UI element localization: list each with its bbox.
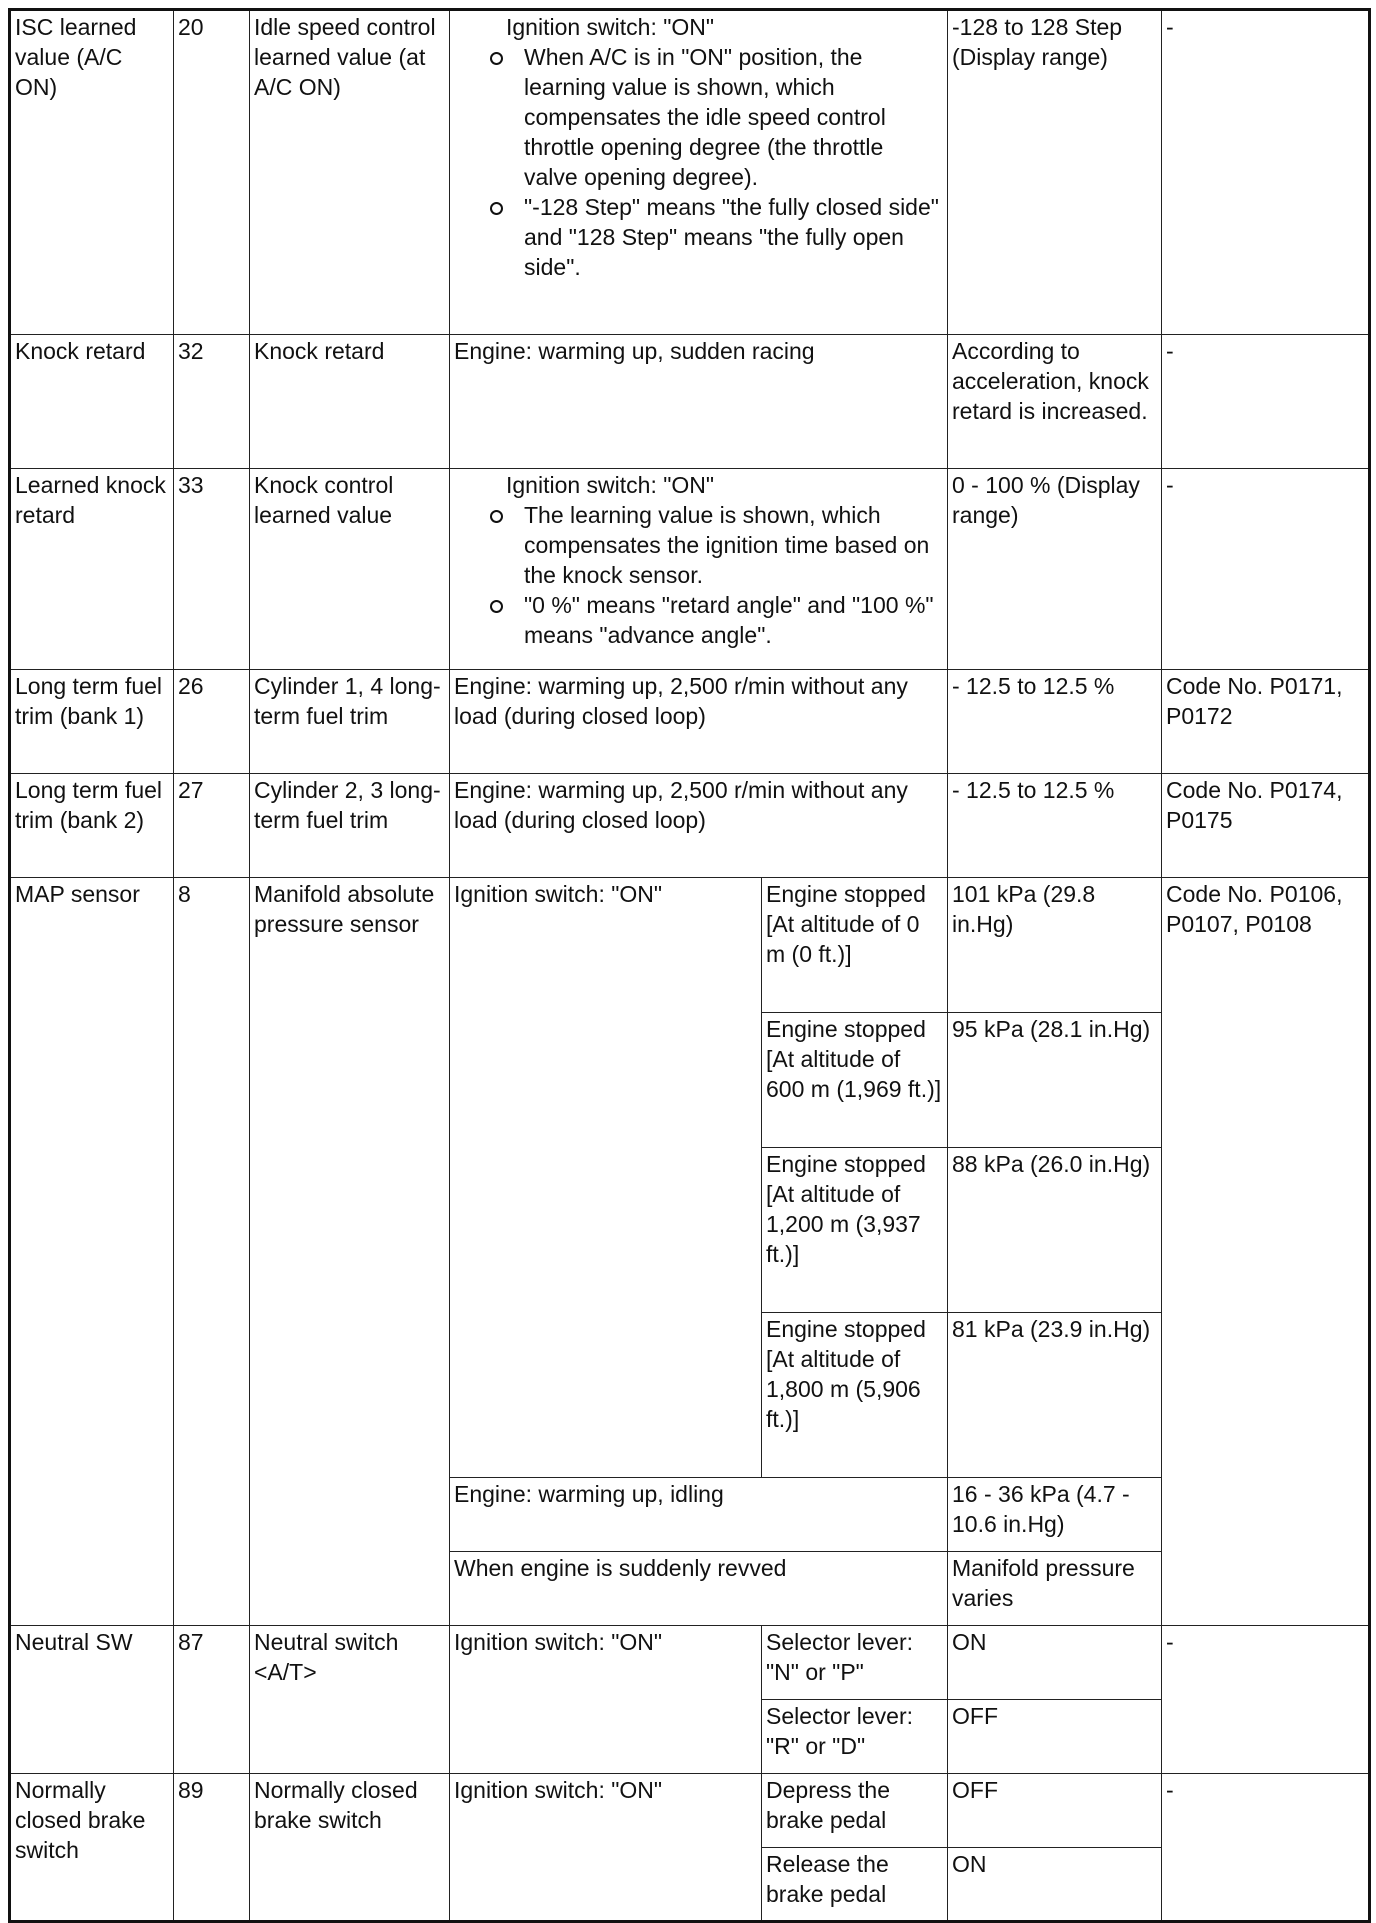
normal-condition-cell: OFF — [948, 1774, 1162, 1848]
item-cell: Knock retard — [10, 335, 174, 469]
condition-lead: Ignition switch: "ON" — [506, 472, 715, 498]
description-cell: Cylinder 1, 4 long-term fuel trim — [250, 670, 450, 774]
description-cell: Manifold absolute pressure sensor — [250, 878, 450, 1626]
condition-cell: Engine: warming up, 2,500 r/min without any load (during closed loop) — [450, 670, 948, 774]
reference-cell: - — [1162, 335, 1370, 469]
item-cell: Long term fuel trim (bank 1) — [10, 670, 174, 774]
spec-page — [8, 8, 1371, 1923]
condition-bullet-list — [454, 500, 943, 650]
sub-condition-cell: Selector lever: "R" or "D" — [762, 1700, 948, 1774]
item-no-cell: 33 — [174, 469, 250, 670]
item-no-cell: 8 — [174, 878, 250, 1626]
normal-condition-cell: 0 - 100 % (Display range) — [948, 469, 1162, 670]
condition-cell: Ignition switch: "ON" — [450, 1626, 762, 1774]
normal-condition-cell: ON — [948, 1848, 1162, 1922]
condition-cell: Engine: warming up, 2,500 r/min without any load (during closed loop) — [450, 774, 948, 878]
item-cell: MAP sensor — [10, 878, 174, 1626]
description-cell: Knock retard — [250, 335, 450, 469]
condition-cell — [450, 469, 948, 670]
condition-cell: When engine is suddenly revved — [450, 1552, 948, 1626]
description-cell: Knock control learned value — [250, 469, 450, 670]
circle-bullet-icon — [490, 202, 503, 215]
sub-condition-cell: Selector lever: "N" or "P" — [762, 1626, 948, 1700]
reference-cell: - — [1162, 1626, 1370, 1774]
sub-condition-cell: Release the brake pedal — [762, 1848, 948, 1922]
condition-cell: Ignition switch: "ON" — [450, 1774, 762, 1922]
normal-condition-cell: ON — [948, 1626, 1162, 1700]
data-list-table — [8, 8, 1371, 1923]
reference-cell: - — [1162, 1774, 1370, 1922]
condition-cell: Ignition switch: "ON" — [450, 878, 762, 1478]
table-row-knock-retard — [10, 335, 1370, 469]
condition-lead: Ignition switch: "ON" — [506, 14, 715, 40]
table-row-brake-switch — [10, 1774, 1370, 1848]
sub-condition-cell: Engine stopped [At altitude of 1,200 m (3,937 ft.)] — [762, 1148, 948, 1313]
description-cell: Normally closed brake switch — [250, 1774, 450, 1922]
list-item: "0 %" means "retard angle" and "100 %" means "advance angle". — [480, 590, 943, 650]
condition-cell: Engine: warming up, sudden racing — [450, 335, 948, 469]
normal-condition-cell: OFF — [948, 1700, 1162, 1774]
normal-condition-cell: - 12.5 to 12.5 % — [948, 670, 1162, 774]
normal-condition-cell: According to acceleration, knock retard is increased. — [948, 335, 1162, 469]
circle-bullet-icon — [490, 600, 503, 613]
description-cell: Idle speed control learned value (at A/C ON) — [250, 10, 450, 335]
list-item: "-128 Step" means "the fully closed side" and "128 Step" means "the fully open side". — [480, 192, 943, 282]
table-row-long-term-fuel-trim-bank-2 — [10, 774, 1370, 878]
item-no-cell: 89 — [174, 1774, 250, 1922]
item-cell: Long term fuel trim (bank 2) — [10, 774, 174, 878]
list-item: When A/C is in "ON" position, the learning value is shown, which compensates the idle speed control throttle opening degree (the throttle valve opening degree). — [480, 42, 943, 192]
reference-cell: - — [1162, 10, 1370, 335]
normal-condition-cell: Manifold pressure varies — [948, 1552, 1162, 1626]
normal-condition-cell: 81 kPa (23.9 in.Hg) — [948, 1313, 1162, 1478]
sub-condition-cell: Engine stopped [At altitude of 1,800 m (5,906 ft.)] — [762, 1313, 948, 1478]
sub-condition-cell: Engine stopped [At altitude of 600 m (1,969 ft.)] — [762, 1013, 948, 1148]
reference-cell: Code No. P0174, P0175 — [1162, 774, 1370, 878]
table-row-neutral-sw — [10, 1626, 1370, 1700]
item-no-cell: 26 — [174, 670, 250, 774]
description-cell: Neutral switch <A/T> — [250, 1626, 450, 1774]
item-cell: Normally closed brake switch — [10, 1774, 174, 1922]
condition-cell — [450, 10, 948, 335]
description-cell: Cylinder 2, 3 long-term fuel trim — [250, 774, 450, 878]
item-no-cell: 32 — [174, 335, 250, 469]
reference-cell: - — [1162, 469, 1370, 670]
condition-bullet-list — [454, 42, 943, 282]
normal-condition-cell: 95 kPa (28.1 in.Hg) — [948, 1013, 1162, 1148]
item-no-cell: 27 — [174, 774, 250, 878]
normal-condition-cell: -128 to 128 Step (Display range) — [948, 10, 1162, 335]
normal-condition-cell: 16 - 36 kPa (4.7 - 10.6 in.Hg) — [948, 1478, 1162, 1552]
circle-bullet-icon — [490, 52, 503, 65]
condition-cell: Engine: warming up, idling — [450, 1478, 948, 1552]
item-cell: Neutral SW — [10, 1626, 174, 1774]
sub-condition-cell: Depress the brake pedal — [762, 1774, 948, 1848]
normal-condition-cell: 101 kPa (29.8 in.Hg) — [948, 878, 1162, 1013]
item-cell: ISC learned value (A/C ON) — [10, 10, 174, 335]
list-item: The learning value is shown, which compensates the ignition time based on the knock sensor. — [480, 500, 943, 590]
circle-bullet-icon — [490, 510, 503, 523]
table-row-isc-learned-value — [10, 10, 1370, 335]
item-no-cell: 87 — [174, 1626, 250, 1774]
item-cell: Learned knock retard — [10, 469, 174, 670]
sub-condition-cell: Engine stopped [At altitude of 0 m (0 ft.)] — [762, 878, 948, 1013]
reference-cell: Code No. P0171, P0172 — [1162, 670, 1370, 774]
table-row-map-sensor — [10, 878, 1370, 1013]
normal-condition-cell: 88 kPa (26.0 in.Hg) — [948, 1148, 1162, 1313]
table-row-long-term-fuel-trim-bank-1 — [10, 670, 1370, 774]
table-row-learned-knock-retard — [10, 469, 1370, 670]
reference-cell: Code No. P0106, P0107, P0108 — [1162, 878, 1370, 1626]
normal-condition-cell: - 12.5 to 12.5 % — [948, 774, 1162, 878]
item-no-cell: 20 — [174, 10, 250, 335]
